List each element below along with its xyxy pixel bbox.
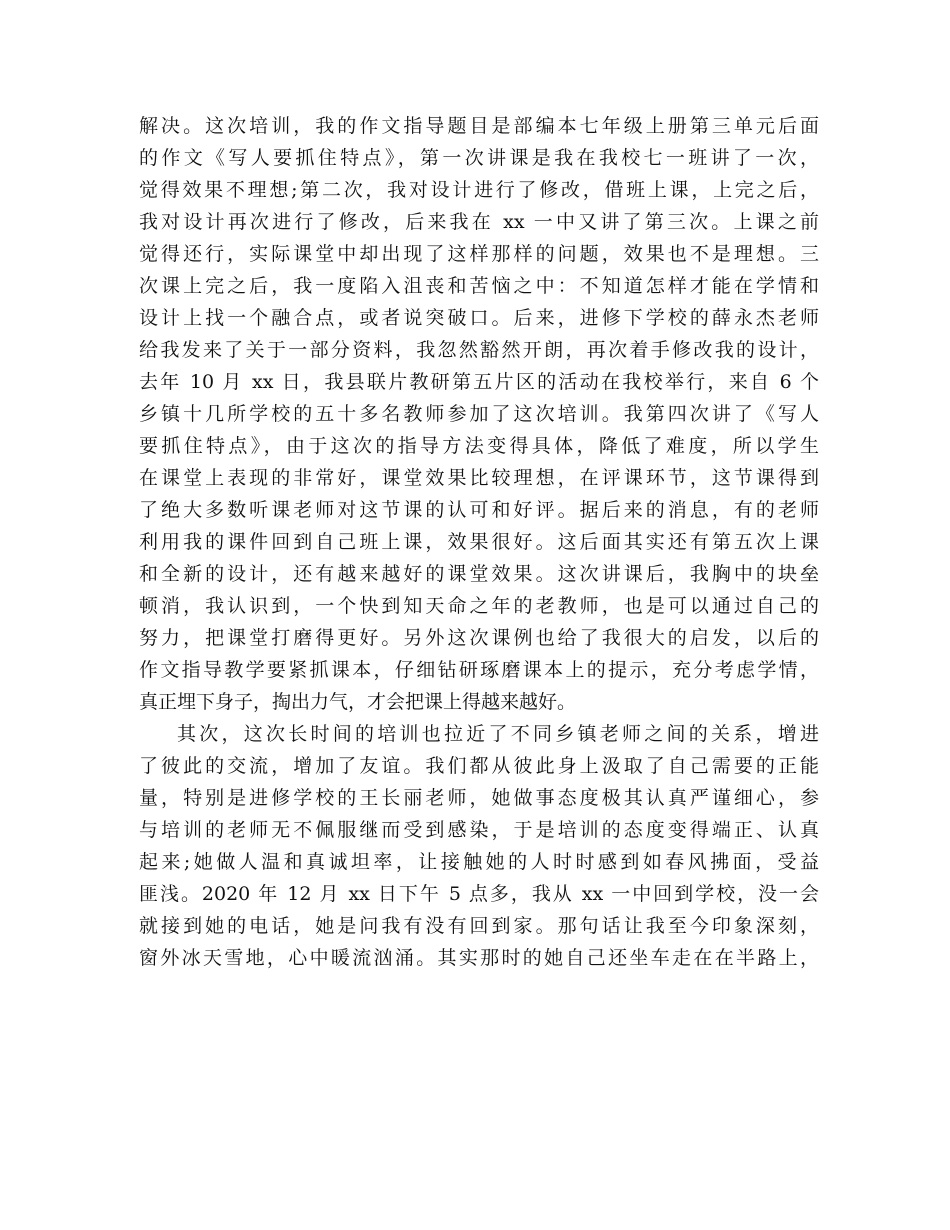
text-line: 作文指导教学要紧抓课本，仔细钻研琢磨课本上的提示，充分考虑学情，	[139, 659, 819, 681]
text-line: 次课上完之后，我一度陷入沮丧和苦恼之中：不知道怎样才能在学情和	[139, 275, 819, 297]
text-line: 与培训的老师无不佩服继而受到感染，于是培训的态度变得端正、认真	[139, 819, 819, 841]
text-line: 匪浅。2020 年 12 月 xx 日下午 5 点多，我从 xx 一中回到学校，没一会	[139, 883, 819, 905]
text-line: 觉得效果不理想;第二次，我对设计进行了修改，借班上课，上完之后，	[139, 179, 819, 201]
body-text	[139, 110, 819, 974]
text-line: 顿消，我认识到，一个快到知天命之年的老教师，也是可以通过自己的	[139, 595, 819, 617]
text-line: 去年 10 月 xx 日，我县联片教研第五片区的活动在我校举行，来自 6 个	[139, 371, 819, 393]
text-line: 乡镇十几所学校的五十多名教师参加了这次培训。我第四次讲了《写人	[139, 403, 819, 425]
text-line: 其次，这次长时间的培训也拉近了不同乡镇老师之间的关系，增进	[177, 723, 819, 745]
paragraph-1	[139, 110, 819, 718]
text-line: 量，特别是进修学校的王长丽老师，她做事态度极其认真严谨细心，参	[139, 787, 819, 809]
text-line: 利用我的课件回到自己班上课，效果很好。这后面其实还有第五次上课	[139, 531, 819, 553]
text-line: 和全新的设计，还有越来越好的课堂效果。这次讲课后，我胸中的块垒	[139, 563, 819, 585]
paragraph-2	[139, 718, 819, 974]
text-line: 真正埋下身子，掏出力气，才会把课上得越来越好。	[139, 691, 577, 713]
text-line: 在课堂上表现的非常好，课堂效果比较理想，在评课环节，这节课得到	[139, 467, 819, 489]
text-line: 就接到她的电话，她是问我有没有回到家。那句话让我至今印象深刻，	[139, 915, 819, 937]
text-line: 设计上找一个融合点，或者说突破口。后来，进修下学校的薛永杰老师	[139, 307, 819, 329]
text-line: 起来;她做人温和真诚坦率，让接触她的人时时感到如春风拂面，受益	[139, 851, 819, 873]
text-line: 解决。这次培训，我的作文指导题目是部编本七年级上册第三单元后面	[139, 115, 819, 137]
text-line: 觉得还行，实际课堂中却出现了这样那样的问题，效果也不是理想。三	[139, 243, 819, 265]
text-line: 给我发来了关于一部分资料，我忽然豁然开朗，再次着手修改我的设计，	[139, 339, 819, 361]
text-line: 努力，把课堂打磨得更好。另外这次课例也给了我很大的启发，以后的	[139, 627, 819, 649]
text-line: 了彼此的交流，增加了友谊。我们都从彼此身上汲取了自己需要的正能	[139, 755, 819, 777]
text-line: 的作文《写人要抓住特点》，第一次讲课是我在我校七一班讲了一次，	[139, 147, 819, 169]
text-line: 窗外冰天雪地，心中暖流汹涌。其实那时的她自己还坐车走在在半路上，	[139, 947, 819, 969]
text-line: 我对设计再次进行了修改，后来我在 xx 一中又讲了第三次。上课之前	[139, 211, 819, 233]
text-line: 了绝大多数听课老师对这节课的认可和好评。据后来的消息，有的老师	[139, 499, 819, 521]
text-line: 要抓住特点》，由于这次的指导方法变得具体，降低了难度，所以学生	[139, 435, 819, 457]
